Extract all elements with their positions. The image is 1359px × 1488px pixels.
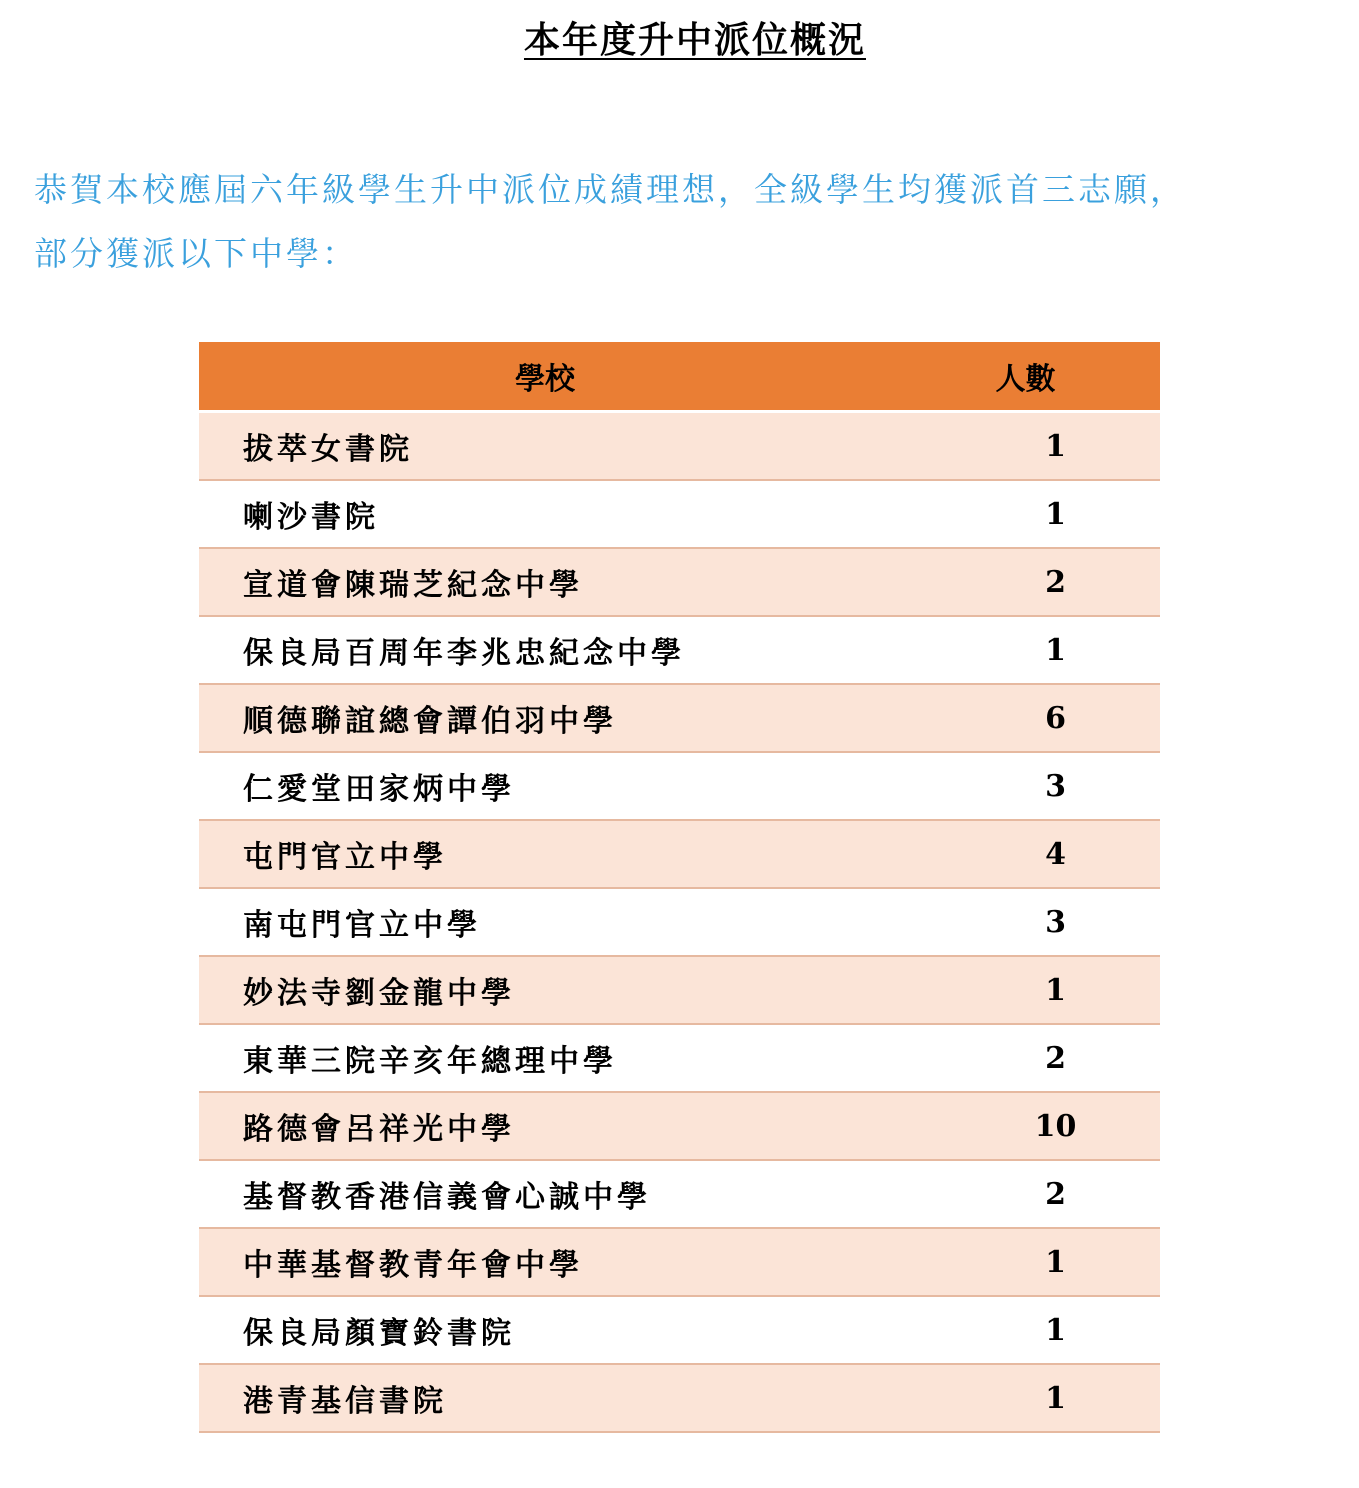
student-count-cell: 3 [891,752,1160,820]
table-row [199,684,1160,752]
student-count-cell: 4 [891,820,1160,888]
table-row [199,956,1160,1024]
table-row [199,412,1160,481]
table-row [199,616,1160,684]
header-school: 學校 [199,342,891,412]
school-name-cell: 保良局顏寶鈴書院 [199,1296,891,1364]
school-name-cell: 港青基信書院 [199,1364,891,1432]
intro-line-1: 恭賀本校應屆六年級學生升中派位成績理想，全級學生均獲派首三志願， [34,170,1186,209]
student-count-cell: 2 [891,1024,1160,1092]
student-count-cell: 1 [891,616,1160,684]
school-name-cell: 宣道會陳瑞芝紀念中學 [199,548,891,616]
table-row [199,1024,1160,1092]
intro-line-2: 部分獲派以下中學： [34,234,358,273]
table-body [199,412,1160,1433]
table-row [199,548,1160,616]
student-count-cell: 6 [891,684,1160,752]
page-title-text: 本年度升中派位概況 [523,19,866,61]
school-name-cell: 基督教香港信義會心誠中學 [199,1160,891,1228]
school-name-cell: 屯門官立中學 [199,820,891,888]
student-count-cell: 3 [891,888,1160,956]
table-header-row [199,342,1160,412]
table-row [199,820,1160,888]
table-header [199,342,1160,412]
intro-paragraph [34,158,1354,286]
allocation-table [199,342,1160,1433]
header-count: 人數 [891,342,1160,412]
school-name-cell: 順德聯誼總會譚伯羽中學 [199,684,891,752]
table-row [199,888,1160,956]
page-title [0,16,1359,64]
school-name-cell: 妙法寺劉金龍中學 [199,956,891,1024]
student-count-cell: 1 [891,480,1160,548]
school-name-cell: 路德會呂祥光中學 [199,1092,891,1160]
school-name-cell: 中華基督教青年會中學 [199,1228,891,1296]
student-count-cell: 1 [891,956,1160,1024]
school-name-cell: 南屯門官立中學 [199,888,891,956]
table-row [199,1160,1160,1228]
student-count-cell: 10 [891,1092,1160,1160]
table-row [199,752,1160,820]
student-count-cell: 1 [891,412,1160,481]
school-name-cell: 東華三院辛亥年總理中學 [199,1024,891,1092]
student-count-cell: 2 [891,548,1160,616]
school-name-cell: 保良局百周年李兆忠紀念中學 [199,616,891,684]
student-count-cell: 1 [891,1364,1160,1432]
table-row [199,1092,1160,1160]
table-row [199,480,1160,548]
school-name-cell: 仁愛堂田家炳中學 [199,752,891,820]
school-name-cell: 拔萃女書院 [199,412,891,481]
school-name-cell: 喇沙書院 [199,480,891,548]
student-count-cell: 2 [891,1160,1160,1228]
student-count-cell: 1 [891,1296,1160,1364]
allocation-table-container [199,342,1160,1433]
student-count-cell: 1 [891,1228,1160,1296]
table-row [199,1364,1160,1432]
table-row [199,1228,1160,1296]
table-row [199,1296,1160,1364]
